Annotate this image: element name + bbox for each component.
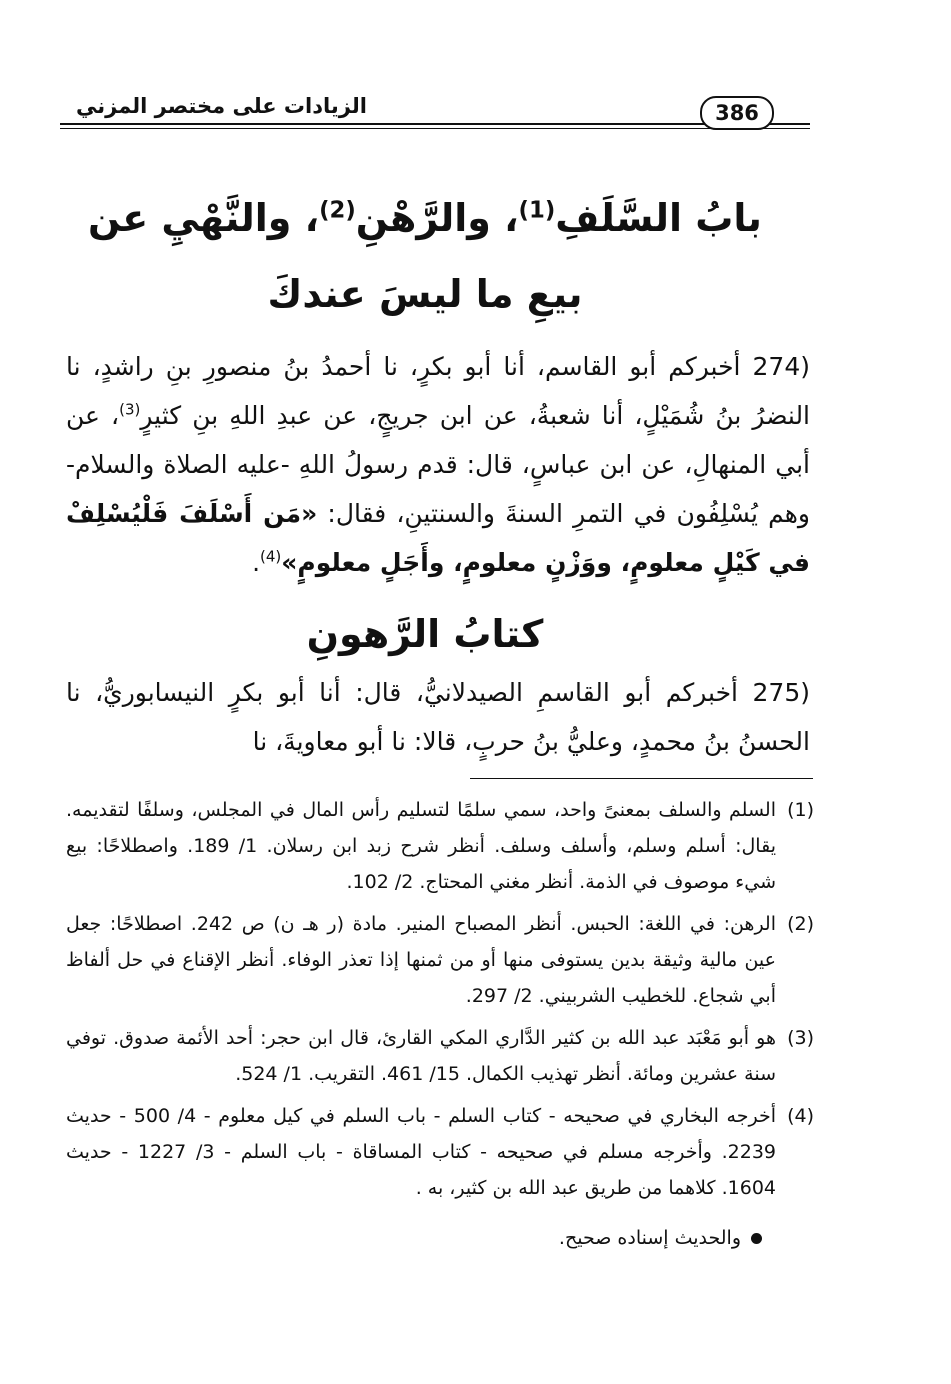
hadith-text: أخبركم أبو القاسمِ الصيدلانيُّ، قال: أنا أبو بكرٍ النيسابوريُّ، نا الحسنُ بنُ محمدٍ، وعليُّ بنُ حربٍ، قالا: نا أبو معاويةَ، نا bbox=[66, 678, 810, 756]
footnote-text: أخرجه البخاري في صحيحه - كتاب السلم - باب السلم في كيل معلوم - 4/ 500 - حديث 2239. وأخرجه مسلم في صحيحه - كتاب المساقاة - باب السلم - 3/ 1227 - حديث 1604. كلاهما من طريق عبد الله بن كثير، به . bbox=[66, 1105, 776, 1199]
footnote-mark: (4) bbox=[787, 1105, 814, 1127]
header-rule-thick bbox=[60, 123, 810, 125]
footnote-2 bbox=[66, 906, 814, 1014]
footnotes bbox=[66, 792, 814, 1256]
hadith-number: 275) bbox=[752, 678, 811, 707]
hadith-end: . bbox=[252, 548, 261, 577]
footnote-ref-2: (2) bbox=[319, 197, 356, 224]
heading-part-rahn: ، والرَّهْنِ bbox=[355, 196, 519, 240]
footnote-text: الرهن: في اللغة: الحبس. أنظر المصباح المنير. مادة (ر هـ ن) ص 242. اصطلاحًا: جعل عين مالية وثيقة بدين يستوفى منها أو من ثمنها إذا تعذر الوفاء. أنظر الإقناع في حل ألفاظ أبي شجاع. للخطيب الشربيني. 2/ 297. bbox=[66, 913, 776, 1007]
footnote-mark: (2) bbox=[787, 913, 814, 935]
footnote-ref-4: (4) bbox=[260, 547, 282, 566]
bullet-icon bbox=[751, 1233, 762, 1244]
hadith-274 bbox=[66, 342, 810, 587]
grading-text: والحديث إسناده صحيح. bbox=[558, 1227, 741, 1249]
footnote-mark: (1) bbox=[787, 799, 814, 821]
footnote-mark: (3) bbox=[787, 1027, 814, 1049]
heading-part-salaf: بابُ السَّلَفِ bbox=[555, 196, 762, 240]
hadith-text-a: أخبركم أبو القاسم، أنا أبو بكرٍ، نا أحمدُ بنُ منصورِ بنِ راشدٍ، نا النضرُ بنُ شُمَيْلٍ، أنا شعبةُ، عن ابن جريجٍ، عن عبدِ اللهِ بنِ كثيرٍ bbox=[66, 352, 811, 430]
running-title: الزيادات على مختصر المزني bbox=[70, 94, 373, 118]
header-rule-thin bbox=[60, 128, 810, 129]
footnote-1 bbox=[66, 792, 814, 900]
footnote-separator bbox=[470, 778, 813, 779]
hadith-text-b: ، عن أبي المنهالِ، عن ابن عباسٍ، قال: قدم رسولُ اللهِ -عليه الصلاة والسلام- وهم يُسْلِفُون في التمرِ السنةَ والسنتينِ، فقال: bbox=[66, 401, 810, 528]
page-number: 386 bbox=[700, 96, 774, 130]
footnote-text: السلم والسلف بمعنىً واحد، سمي سلمًا لتسليم رأس المال في المجلس، وسلفًا لتقديمه. يقال: أسلم وسلم، وأسلف وسلف. أنظر شرح زبد ابن رسلان. 1/ 189. واصطلاحًا: بيع شيء موصوف في الذمة. أنظر مغني المحتاج. 2/ 102. bbox=[66, 799, 776, 893]
hadith-number: 274) bbox=[752, 352, 810, 381]
footnote-ref-1: (1) bbox=[518, 197, 556, 224]
heading-part-nahy: ، والنَّهْيِ عن بيعِ ما ليسَ عندكَ bbox=[88, 196, 583, 316]
running-header bbox=[60, 92, 810, 136]
chapter-heading bbox=[70, 180, 780, 332]
hadith-275 bbox=[66, 668, 810, 766]
grading-note bbox=[66, 1220, 814, 1256]
prophetic-quote: «مَن أَسْلَفَ فَلْيُسْلِفْ في كَيْلٍ معلومٍ، ووَزْنٍ معلومٍ، وأَجَلٍ معلومٍ» bbox=[66, 499, 810, 577]
footnote-text: هو أبو مَعْبَد عبد الله بن كثير الدَّاري المكي القارئ، قال ابن حجر: أحد الأئمة صدوق. توفي سنة عشرين ومائة. أنظر تهذيب الكمال. 15/ 461. التقريب. 1/ 524. bbox=[66, 1027, 776, 1085]
footnote-3 bbox=[66, 1020, 814, 1092]
footnote-ref-3: (3) bbox=[119, 400, 141, 419]
section-heading: كتابُ الرَّهونِ bbox=[306, 612, 544, 656]
footnote-4 bbox=[66, 1098, 814, 1206]
